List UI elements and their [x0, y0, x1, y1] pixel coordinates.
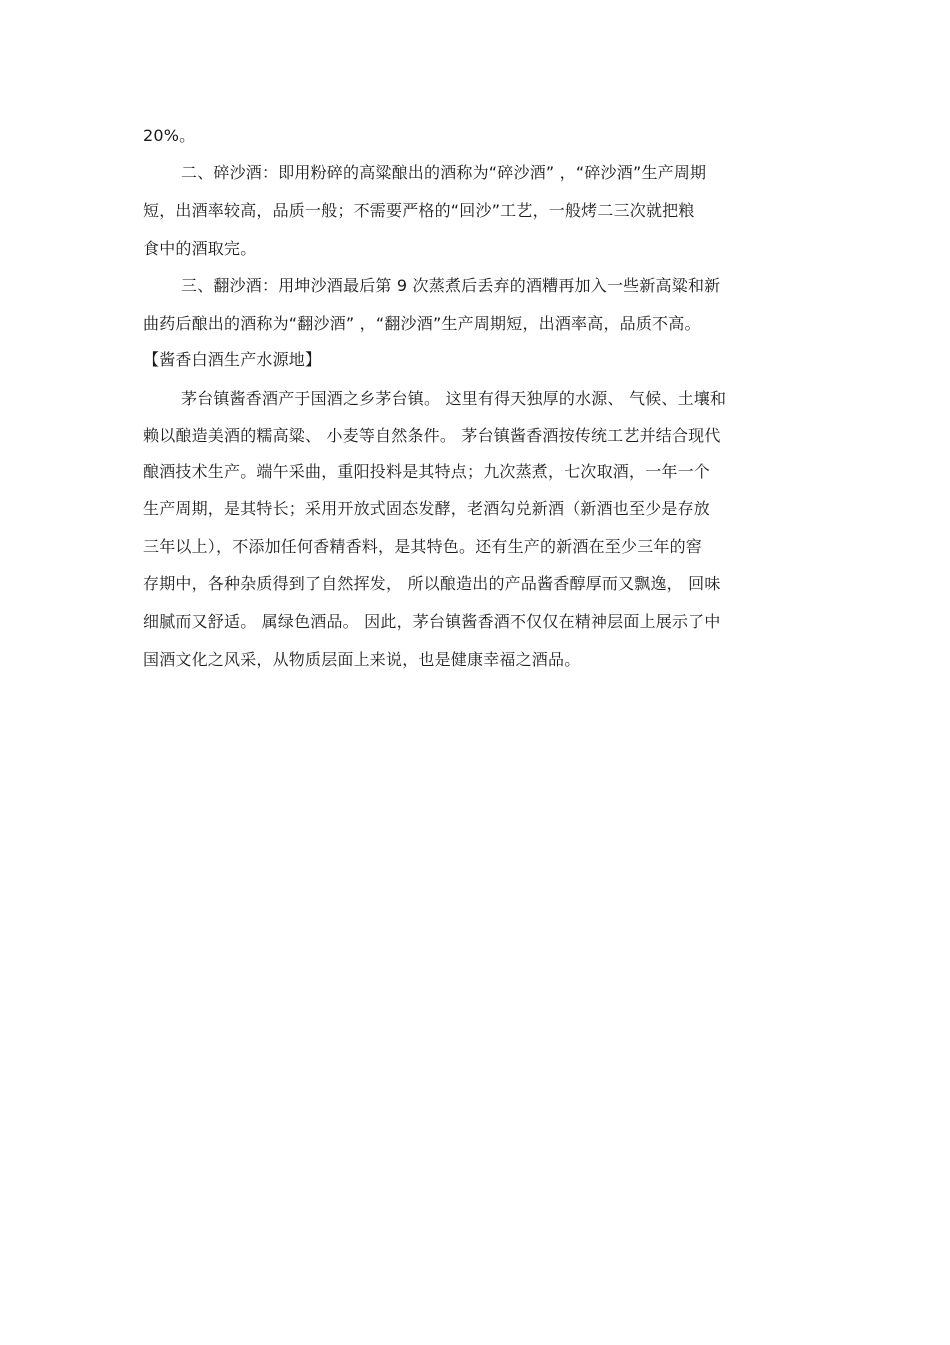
text-line-sui-sha-2: 短，出酒率较高，品质一般；不需要严格的“回沙”工艺，一般烤二三次就把粮 [143, 201, 695, 220]
text-line-percent: 20%。 [143, 126, 196, 145]
text-line-body-8: 国酒文化之风采，从物质层面上来说，也是健康幸福之酒品。 [143, 650, 581, 669]
text-line-body-1: 茅台镇酱香酒产于国酒之乡茅台镇。 这里有得天独厚的水源、 气候、土壤和 [181, 389, 727, 408]
text-line-body-3: 酿酒技术生产。端午采曲，重阳投料是其特点；九次蒸煮，七次取酒，一年一个 [143, 462, 711, 481]
section-heading: 【酱香白酒生产水源地】 [143, 350, 322, 369]
text-line-sui-sha-1: 二、碎沙酒：即用粉碎的高粱酿出的酒称为“碎沙酒” ，“碎沙酒”生产周期 [181, 163, 707, 182]
text-line-fan-sha-1: 三、翻沙酒：用坤沙酒最后第 9 次蒸煮后丢弃的酒糟再加入一些新高粱和新 [181, 276, 721, 295]
text-line-body-2: 赖以酿造美酒的糯高粱、 小麦等自然条件。 茅台镇酱香酒按传统工艺并结合现代 [143, 426, 721, 445]
text-line-fan-sha-2: 曲药后酿出的酒称为“翻沙酒” ，“翻沙酒”生产周期短，出酒率高，品质不高。 [143, 314, 701, 333]
text-line-body-5: 三年以上），不添加任何香精香料，是其特色。还有生产的新酒在至少三年的窖 [143, 537, 703, 556]
text-line-body-6: 存期中，各种杂质得到了自然挥发， 所以酿造出的产品酱香醇厚而又飘逸， 回味 [143, 574, 721, 593]
text-line-body-4: 生产周期，是其特长；采用开放式固态发酵，老酒勾兑新酒（新酒也至少是存放 [143, 499, 711, 518]
text-line-body-7: 细腻而又舒适。 属绿色酒品。 因此，茅台镇酱香酒不仅仅在精神层面上展示了中 [143, 612, 721, 631]
text-line-sui-sha-3: 食中的酒取完。 [143, 239, 257, 258]
